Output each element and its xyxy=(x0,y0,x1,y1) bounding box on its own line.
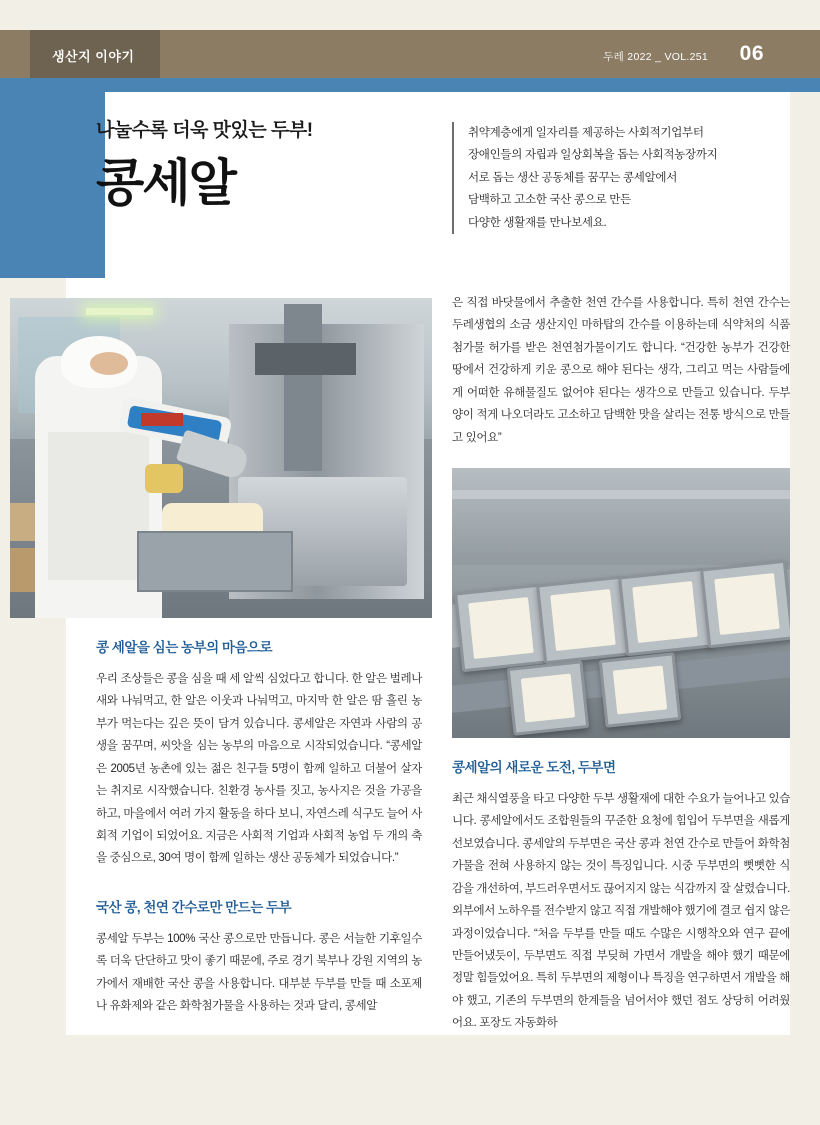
intro-line: 취약계층에게 일자리를 제공하는 사회적기업부터 xyxy=(468,127,704,139)
body-paragraph-natural-brine: 콩세알 두부는 100% 국산 콩으로만 만듭니다. 콩은 서늘한 기후일수록 더욱 단단하고 맛이 좋기 때문에, 주로 경기 북부나 강원 지역의 농가에서 재배한 국산 콩을 사용합니다. 대부분 두부를 만들 때 소포제나 유화제와 같은 화학첨가물을 사용하는 것과 달리, 콩세알 xyxy=(96,932,422,1013)
left-text-column xyxy=(96,636,422,1017)
section-heading-tofu-noodle: 콩세알의 새로운 도전, 두부면 xyxy=(452,760,616,775)
intro-line: 다양한 생활재를 만나보세요. xyxy=(468,216,607,229)
section-heading-natural-brine: 국산 콩, 천연 간수로만 만드는 두부 xyxy=(96,899,292,915)
header-issue-label: 두레 2022 _ VOL.251 xyxy=(603,51,708,63)
body-paragraph-tofu-noodle: 최근 채식열풍을 타고 다양한 두부 생활재에 대한 수요가 늘어나고 있습니다. 콩세알에서도 조합원들의 꾸준한 요청에 힘입어 두부면을 새롭게 선보였습니다. 콩세알의 두부면은 국산 콩과 천연 간수로 만들어 화학첨가물을 전혀 사용하지 않는 것이 특징입니다. 시중 두부면의 뻣뻣한 식감을 개선하여, 부드러우면서도 끊어지지 않는 식감까지 잘 살렸습니다. 외부에서 노하우를 전수받지 않고 직접 개발해야 했기에 결코 쉽지 않은 과정이었습니다. “처음 두부를 만들 때도 수많은 시행착오와 연구 끝에 만들어냈듯이, 두부면도 직접 부딪혀 가면서 개발을 해야 했기 때문에 정말 힘들었어요. 특히 두부면의 제형이나 특징을 연구하면서 개발을 해야 했고, 기존의 두부면의 한계들을 넘어서야 했던 점도 상당히 어려웠어요. 포장도 자동화하 xyxy=(452,793,790,1030)
article-subtitle: 나눌수록 더욱 맛있는 두부! xyxy=(96,120,313,141)
intro-block xyxy=(452,122,788,234)
right-text-column-top xyxy=(452,292,790,449)
photo-tofu-moulds xyxy=(452,468,790,738)
title-block xyxy=(96,120,426,209)
blue-left-column xyxy=(0,78,105,278)
page-title: 콩세알 xyxy=(96,154,235,211)
intro-line: 담백하고 고소한 국산 콩으로 만든 xyxy=(468,194,631,207)
intro-line: 장애인들의 자립과 일상회복을 돕는 사회적농장까지 xyxy=(468,149,718,162)
photo-tofu-production xyxy=(10,298,432,618)
body-paragraph-continuation: 은 직접 바닷물에서 추출한 천연 간수를 사용합니다. 특히 천연 간수는 두레생협의 소금 생산지인 마하탑의 간수를 이용하는데 식약처의 식품첨가물 허가를 받은 천연첨가물이기도 합니다. “건강한 농부가 건강한 땅에서 건강하게 키운 콩으로 해야 된다는 생각, 그리고 먹는 사람들에게 어떠한 유해물질도 없어야 된다는 생각으로 만들고 있습니다. 두부 양이 적게 나오더라도 고소하고 담백한 맛을 살리는 전통 방식으로 만들고 있어요” xyxy=(452,297,790,444)
page-number: 06 xyxy=(739,42,764,65)
header-section-label: 생산지 이야기 xyxy=(52,49,135,64)
right-text-column-bottom xyxy=(452,756,790,1035)
body-paragraph-farmers-heart: 우리 조상들은 콩을 심을 때 세 알씩 심었다고 합니다. 한 알은 벌레나 새와 나눠먹고, 한 알은 이웃과 나눠먹고, 마지막 한 알은 땀 흘린 농부가 먹는다는 깊은 뜻이 담겨 있습니다. 콩세알은 자연과 사람의 공생을 꿈꾸며, 씨앗을 심는 농부의 마음으로 시작되었습니다. “콩세알은 2005년 농촌에 있는 젊은 친구들 5명이 함께 일하고 더불어 살자는 취지로 시작했습니다. 친환경 농사를 짓고, 농사지은 것을 가공을 하고, 마을에서 여러 가지 활동을 하다 보니, 자연스레 식구도 늘어 사회적 기업이 되었어요. 지금은 사회적 기업과 사회적 농업 두 개의 축을 중심으로, 30여 명이 함께 일하는 생산 공동체가 되었습니다.” xyxy=(96,673,422,865)
blue-top-strip xyxy=(0,78,820,92)
intro-line: 서로 돕는 생산 공동체를 꿈꾸는 콩세알에서 xyxy=(468,171,678,184)
section-heading-farmers-heart: 콩 세알을 심는 농부의 마음으로 xyxy=(96,640,273,655)
